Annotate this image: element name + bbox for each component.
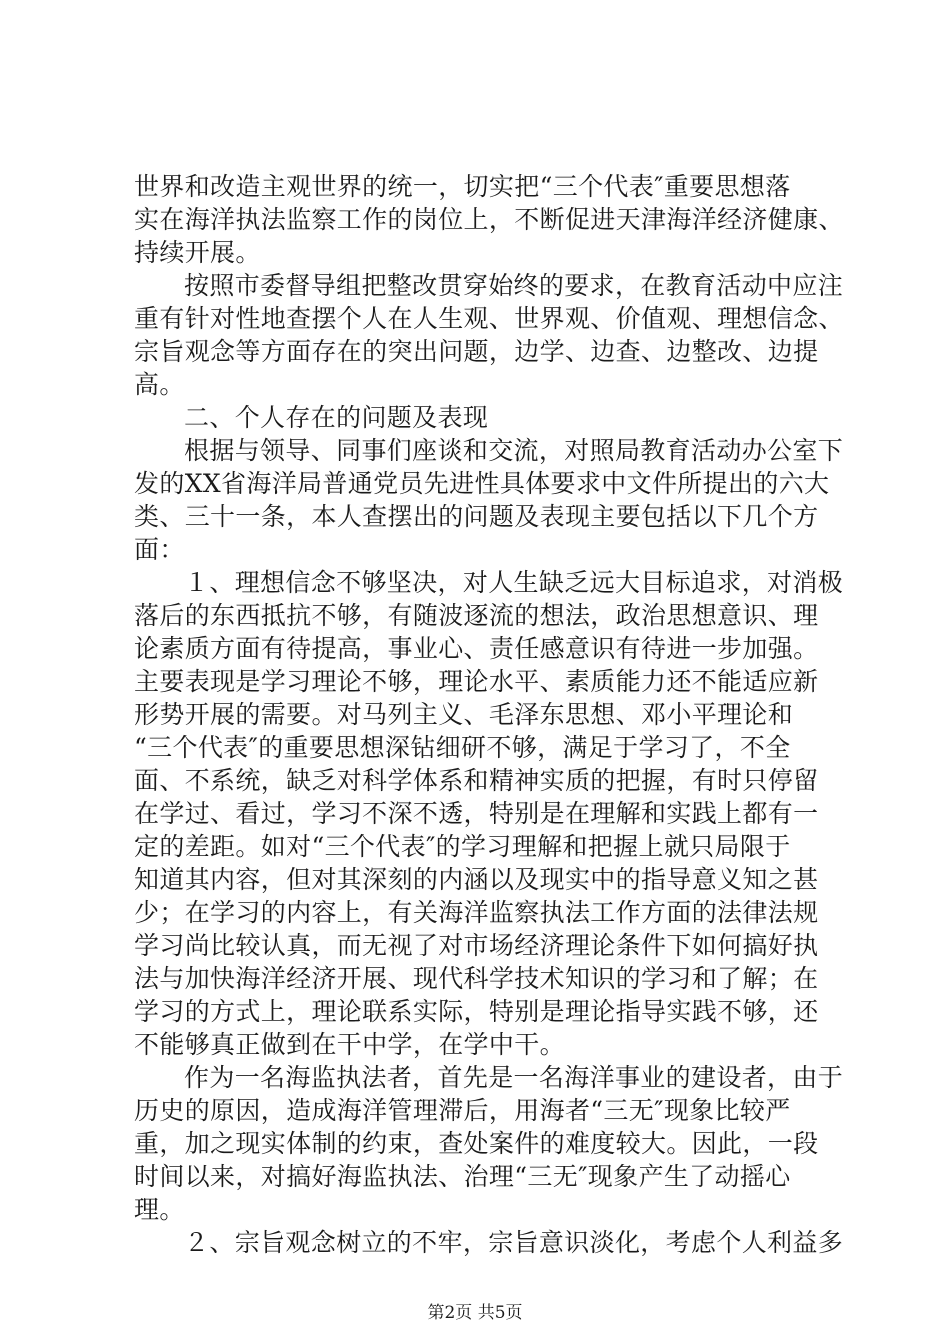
text-line: 面、不系统，缺乏对科学体系和精神实质的把握，有时只停留: [134, 766, 819, 795]
text-line: 发的XX省海洋局普通党员先进性具体要求中文件所提出的六大: [134, 469, 830, 498]
text-line: 学习尚比较认真，而无视了对市场经济理论条件下如何搞好执: [134, 931, 819, 960]
text-line: 面：: [134, 535, 185, 564]
text-line: 持续开展。: [134, 238, 261, 267]
text-line: 法与加快海洋经济开展、现代科学技术知识的学习和了解；在: [134, 964, 819, 993]
text-line: 类、三十一条，本人查摆出的问题及表现主要包括以下几个方: [134, 502, 819, 531]
text-line: 在学过、看过，学习不深不透，特别是在理解和实践上都有一: [134, 799, 819, 828]
text-line: 主要表现是学习理论不够，理论水平、素质能力还不能适应新: [134, 667, 819, 696]
text-line: 定的差距。如对“三个代表″的学习理解和把握上就只局限于: [134, 832, 791, 861]
text-line: 时间以来，对搞好海监执法、治理“三无″现象产生了动摇心: [134, 1162, 791, 1191]
text-line: 重，加之现实体制的约束，查处案件的难度较大。因此，一段: [134, 1129, 819, 1158]
text-line: 理。: [134, 1195, 185, 1224]
text-line: １、理想信念不够坚决，对人生缺乏远大目标追求，对消极: [184, 568, 844, 597]
text-line: 按照市委督导组把整改贯穿始终的要求，在教育活动中应注: [184, 271, 844, 300]
text-line: 作为一名海监执法者，首先是一名海洋事业的建设者，由于: [184, 1063, 844, 1092]
document-body: [134, 170, 844, 1259]
text-line: 形势开展的需要。对马列主义、毛泽东思想、邓小平理论和: [134, 700, 794, 729]
page-number-footer: 第2页 共5页: [427, 1303, 523, 1323]
text-line: 宗旨观念等方面存在的突出问题，边学、边查、边整改、边提: [134, 337, 819, 366]
text-line: 不能够真正做到在干中学，在学中干。: [134, 1030, 565, 1059]
text-line: ２、宗旨观念树立的不牢，宗旨意识淡化，考虑个人利益多: [184, 1228, 844, 1257]
text-line: 学习的方式上，理论联系实际，特别是理论指导实践不够，还: [134, 997, 819, 1026]
text-line: 根据与领导、同事们座谈和交流，对照局教育活动办公室下: [184, 436, 844, 465]
text-line: “三个代表″的重要思想深钻细研不够，满足于学习了，不全: [134, 733, 791, 762]
text-line: 论素质方面有待提高，事业心、责任感意识有待进一步加强。: [134, 634, 819, 663]
text-line: 高。: [134, 370, 185, 399]
text-line: 世界和改造主观世界的统一，切实把“三个代表″重要思想落: [134, 172, 791, 201]
text-line: 实在海洋执法监察工作的岗位上，不断促进天津海洋经济健康、: [134, 205, 844, 234]
text-line: 落后的东西抵抗不够，有随波逐流的想法，政治思想意识、理: [134, 601, 819, 630]
text-line: 重有针对性地查摆个人在人生观、世界观、价值观、理想信念、: [134, 304, 844, 333]
text-line: 历史的原因，造成海洋管理滞后，用海者“三无″现象比较严: [134, 1096, 791, 1125]
text-line: 二、个人存在的问题及表现: [184, 403, 489, 432]
text-line: 知道其内容，但对其深刻的内涵以及现实中的指导意义知之甚: [134, 865, 819, 894]
text-line: 少；在学习的内容上，有关海洋监察执法工作方面的法律法规: [134, 898, 819, 927]
